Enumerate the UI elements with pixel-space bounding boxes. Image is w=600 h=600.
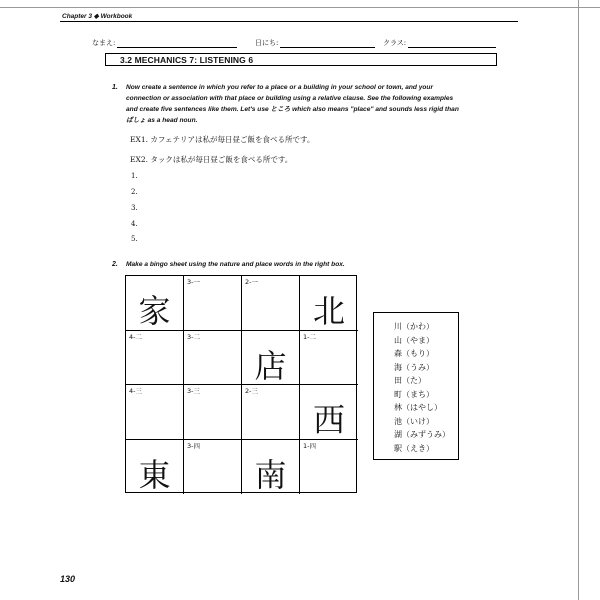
bingo-cell[interactable] bbox=[126, 331, 184, 386]
answer-line-3: 3. bbox=[131, 204, 138, 212]
question-2-number: 2. bbox=[112, 261, 118, 268]
answer-line-1: 1. bbox=[131, 172, 138, 180]
bingo-cell[interactable] bbox=[300, 385, 358, 440]
cell-kanji: 南 bbox=[254, 455, 287, 494]
class-field[interactable] bbox=[383, 38, 496, 48]
word-item: 湖（みずうみ） bbox=[394, 430, 450, 439]
answer-line-4: 4. bbox=[131, 220, 138, 228]
cell-label: 4-二 bbox=[129, 332, 142, 341]
name-line[interactable] bbox=[117, 39, 237, 48]
cell-label: 2-一 bbox=[245, 278, 258, 286]
question-1-line: ばしょ as a head noun. bbox=[126, 117, 198, 124]
bingo-cell[interactable] bbox=[126, 276, 184, 331]
bingo-cell[interactable] bbox=[242, 276, 300, 331]
bingo-cell[interactable] bbox=[126, 440, 184, 495]
bingo-grid bbox=[125, 275, 357, 493]
word-item: 海（うみ） bbox=[394, 362, 434, 372]
cell-label: 1-四 bbox=[303, 441, 316, 450]
name-field[interactable] bbox=[92, 38, 237, 48]
cell-label: 3-三 bbox=[187, 387, 200, 395]
name-label: なまえ: bbox=[92, 39, 116, 47]
bingo-cell[interactable] bbox=[300, 276, 358, 331]
section-title: 3.2 MECHANICS 7: LISTENING 6 bbox=[120, 55, 254, 65]
cell-kanji: 東 bbox=[138, 455, 171, 494]
cell-kanji: 店 bbox=[254, 346, 287, 385]
question-1-line: and create five sentences like them. Let's use ところ which also means "place" and sounds less rigid than bbox=[126, 106, 459, 113]
cell-kanji: 西 bbox=[312, 401, 345, 439]
word-item: 山（やま） bbox=[394, 335, 434, 345]
class-line[interactable] bbox=[408, 39, 496, 48]
page-right-edge bbox=[578, 0, 579, 600]
word-item: 町（まち） bbox=[394, 389, 434, 399]
bingo-cell[interactable] bbox=[184, 440, 242, 495]
answer-line-5: 5. bbox=[131, 235, 138, 243]
cell-label: 3-一 bbox=[187, 278, 200, 286]
bingo-cell[interactable] bbox=[184, 276, 242, 331]
date-field[interactable] bbox=[255, 38, 375, 48]
bingo-cell[interactable] bbox=[184, 385, 242, 440]
question-1-line: Now create a sentence in which you refer to a place or a building in your school or town, and your bbox=[126, 84, 434, 91]
example-2: EX2. タックは私が毎日昼ご飯を食べる所です。 bbox=[130, 155, 293, 164]
section-heading-box bbox=[105, 53, 497, 66]
answer-line-2: 2. bbox=[131, 188, 138, 196]
chapter-header: Chapter 3 ◆ Workbook bbox=[62, 13, 133, 20]
word-item: 森（もり） bbox=[394, 349, 434, 358]
class-label: クラス: bbox=[383, 39, 407, 47]
bingo-cell[interactable] bbox=[300, 331, 358, 386]
question-1-text bbox=[126, 82, 506, 126]
cell-label: 4-三 bbox=[129, 387, 142, 395]
cell-label: 3-四 bbox=[187, 441, 200, 450]
cell-label: 2-三 bbox=[245, 387, 258, 395]
word-item: 駅（えき） bbox=[394, 443, 434, 453]
bingo-cell[interactable] bbox=[242, 385, 300, 440]
bingo-cell[interactable] bbox=[184, 331, 242, 386]
word-item: 池（いけ） bbox=[394, 416, 434, 426]
cell-kanji: 家 bbox=[138, 292, 171, 330]
word-item: 林（はやし） bbox=[394, 403, 442, 412]
example-1: EX1. カフェテリアは私が毎日昼ご飯を食べる所です。 bbox=[130, 135, 315, 144]
date-line[interactable] bbox=[280, 39, 375, 48]
bingo-cell[interactable] bbox=[300, 440, 358, 495]
bingo-cell[interactable] bbox=[242, 440, 300, 495]
cell-kanji: 北 bbox=[312, 292, 345, 330]
cell-label: 3-二 bbox=[187, 332, 200, 341]
word-item: 川（かわ） bbox=[394, 322, 434, 331]
word-box bbox=[373, 312, 459, 460]
date-label: 日にち: bbox=[255, 39, 279, 47]
question-2-text: Make a bingo sheet using the nature and place words in the right box. bbox=[126, 261, 345, 268]
page-number: 130 bbox=[60, 574, 76, 584]
question-1-number: 1. bbox=[112, 84, 118, 91]
bingo-cell[interactable] bbox=[126, 385, 184, 440]
bingo-cell[interactable] bbox=[242, 331, 300, 386]
question-1-line: connection or association with that place or building using a relative clause. See the following examples bbox=[126, 95, 454, 102]
header-rule bbox=[60, 21, 518, 22]
cell-label: 1-二 bbox=[303, 332, 316, 341]
page-top-edge bbox=[0, 7, 600, 8]
word-item: 田（た） bbox=[394, 376, 426, 385]
